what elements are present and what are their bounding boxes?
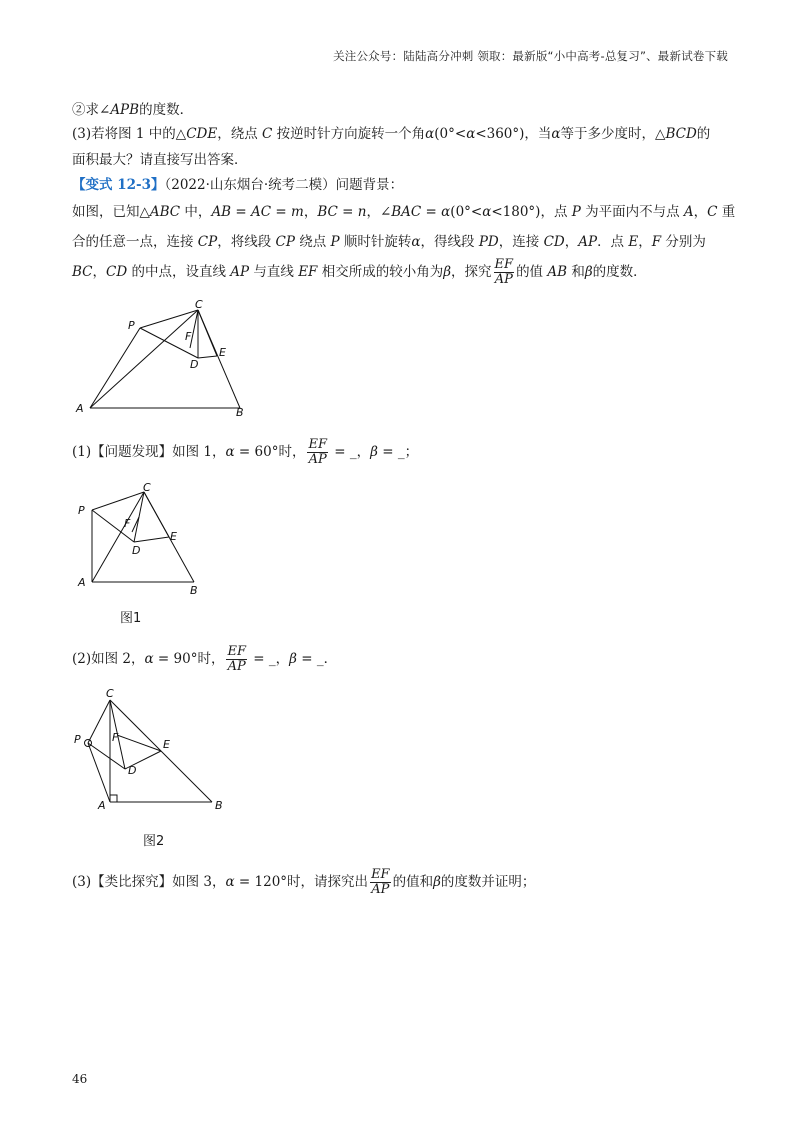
label-C: C [106,687,114,700]
fraction-ef-ap: $\frac{EF}{AP}$ [227,644,246,674]
variant-heading: 【变式 12-3】（2022·山东烟台·统考二模）问题背景： [72,177,404,193]
label-A: A [78,576,86,589]
label-D: D [128,764,137,777]
label-D: D [190,358,199,371]
label-P: P [128,319,135,332]
label-B: B [215,799,223,812]
text-line-2: (3)若将图 1 中的△CDE，绕点 C 按逆时针方向旋转一个角α(0°<α<360°)，当α等于多少度时，△BCD的 [72,126,711,142]
label-D: D [132,544,141,557]
label-B: B [190,584,198,597]
text-line-5: 如图，已知△ABC 中，AB = AC = m，BC = n，∠BAC = α(0°<α<180°)，点 P 为平面内不与点 A，C 重 [72,204,736,220]
text-line-3: 面积最大？请直接写出答案． [72,152,248,168]
page-number: 46 [72,1072,88,1086]
variant-tag: 【变式 12-3】 [72,177,165,193]
question-1: (1)【问题发现】如图 1，α = 60°时， $\frac{EF}{AP}$ = _，β = _； [72,437,419,467]
label-E: E [170,530,177,543]
question-3: (3)【类比探究】如图 3，α = 120°时，请探究出 $\frac{EF}{AP}$ 的值和β的度数并证明； [72,867,536,897]
page-header: 关注公众号：陆陆高分冲刺 领取：最新版“小中高考-总复习”、最新试卷下载 [333,49,728,63]
label-F: F [112,731,119,744]
label-P: P [78,504,85,517]
text-line-1: ②求∠APB的度数． [72,102,194,118]
label-F: F [124,517,131,530]
figure-1-caption: 图1 [120,611,142,626]
label-E: E [219,346,226,359]
label-F: F [185,330,192,343]
label-C: C [195,298,203,311]
figure-2-caption: 图2 [143,834,165,849]
label-E: E [163,738,170,751]
fraction-ef-ap: $\frac{EF}{AP}$ [494,257,514,287]
text-line-7: BC，CD 的中点，设直线 AP 与直线 EF 相交所成的较小角为β，探究 $\frac{EF}{AP}$ 的值 AB 和β的度数． [72,257,647,287]
figure-2 [70,685,240,819]
fraction-ef-ap: $\frac{EF}{AP}$ [308,437,327,467]
question-2: (2)如图 2，α = 90°时， $\frac{EF}{AP}$ = _，β = _． [72,644,338,674]
label-B: B [236,406,244,419]
figure-1 [72,480,212,604]
label-A: A [98,799,106,812]
main-figure [70,298,270,427]
label-A: A [76,402,84,415]
fraction-ef-ap: $\frac{EF}{AP}$ [371,867,390,897]
label-P: P [74,733,81,746]
text-line-6: 合的任意一点，连接 CP，将线段 CP 绕点 P 顺时针旋转α，得线段 PD，连接 CD，AP．点 E，F 分别为 [72,234,706,250]
label-C: C [143,481,151,494]
